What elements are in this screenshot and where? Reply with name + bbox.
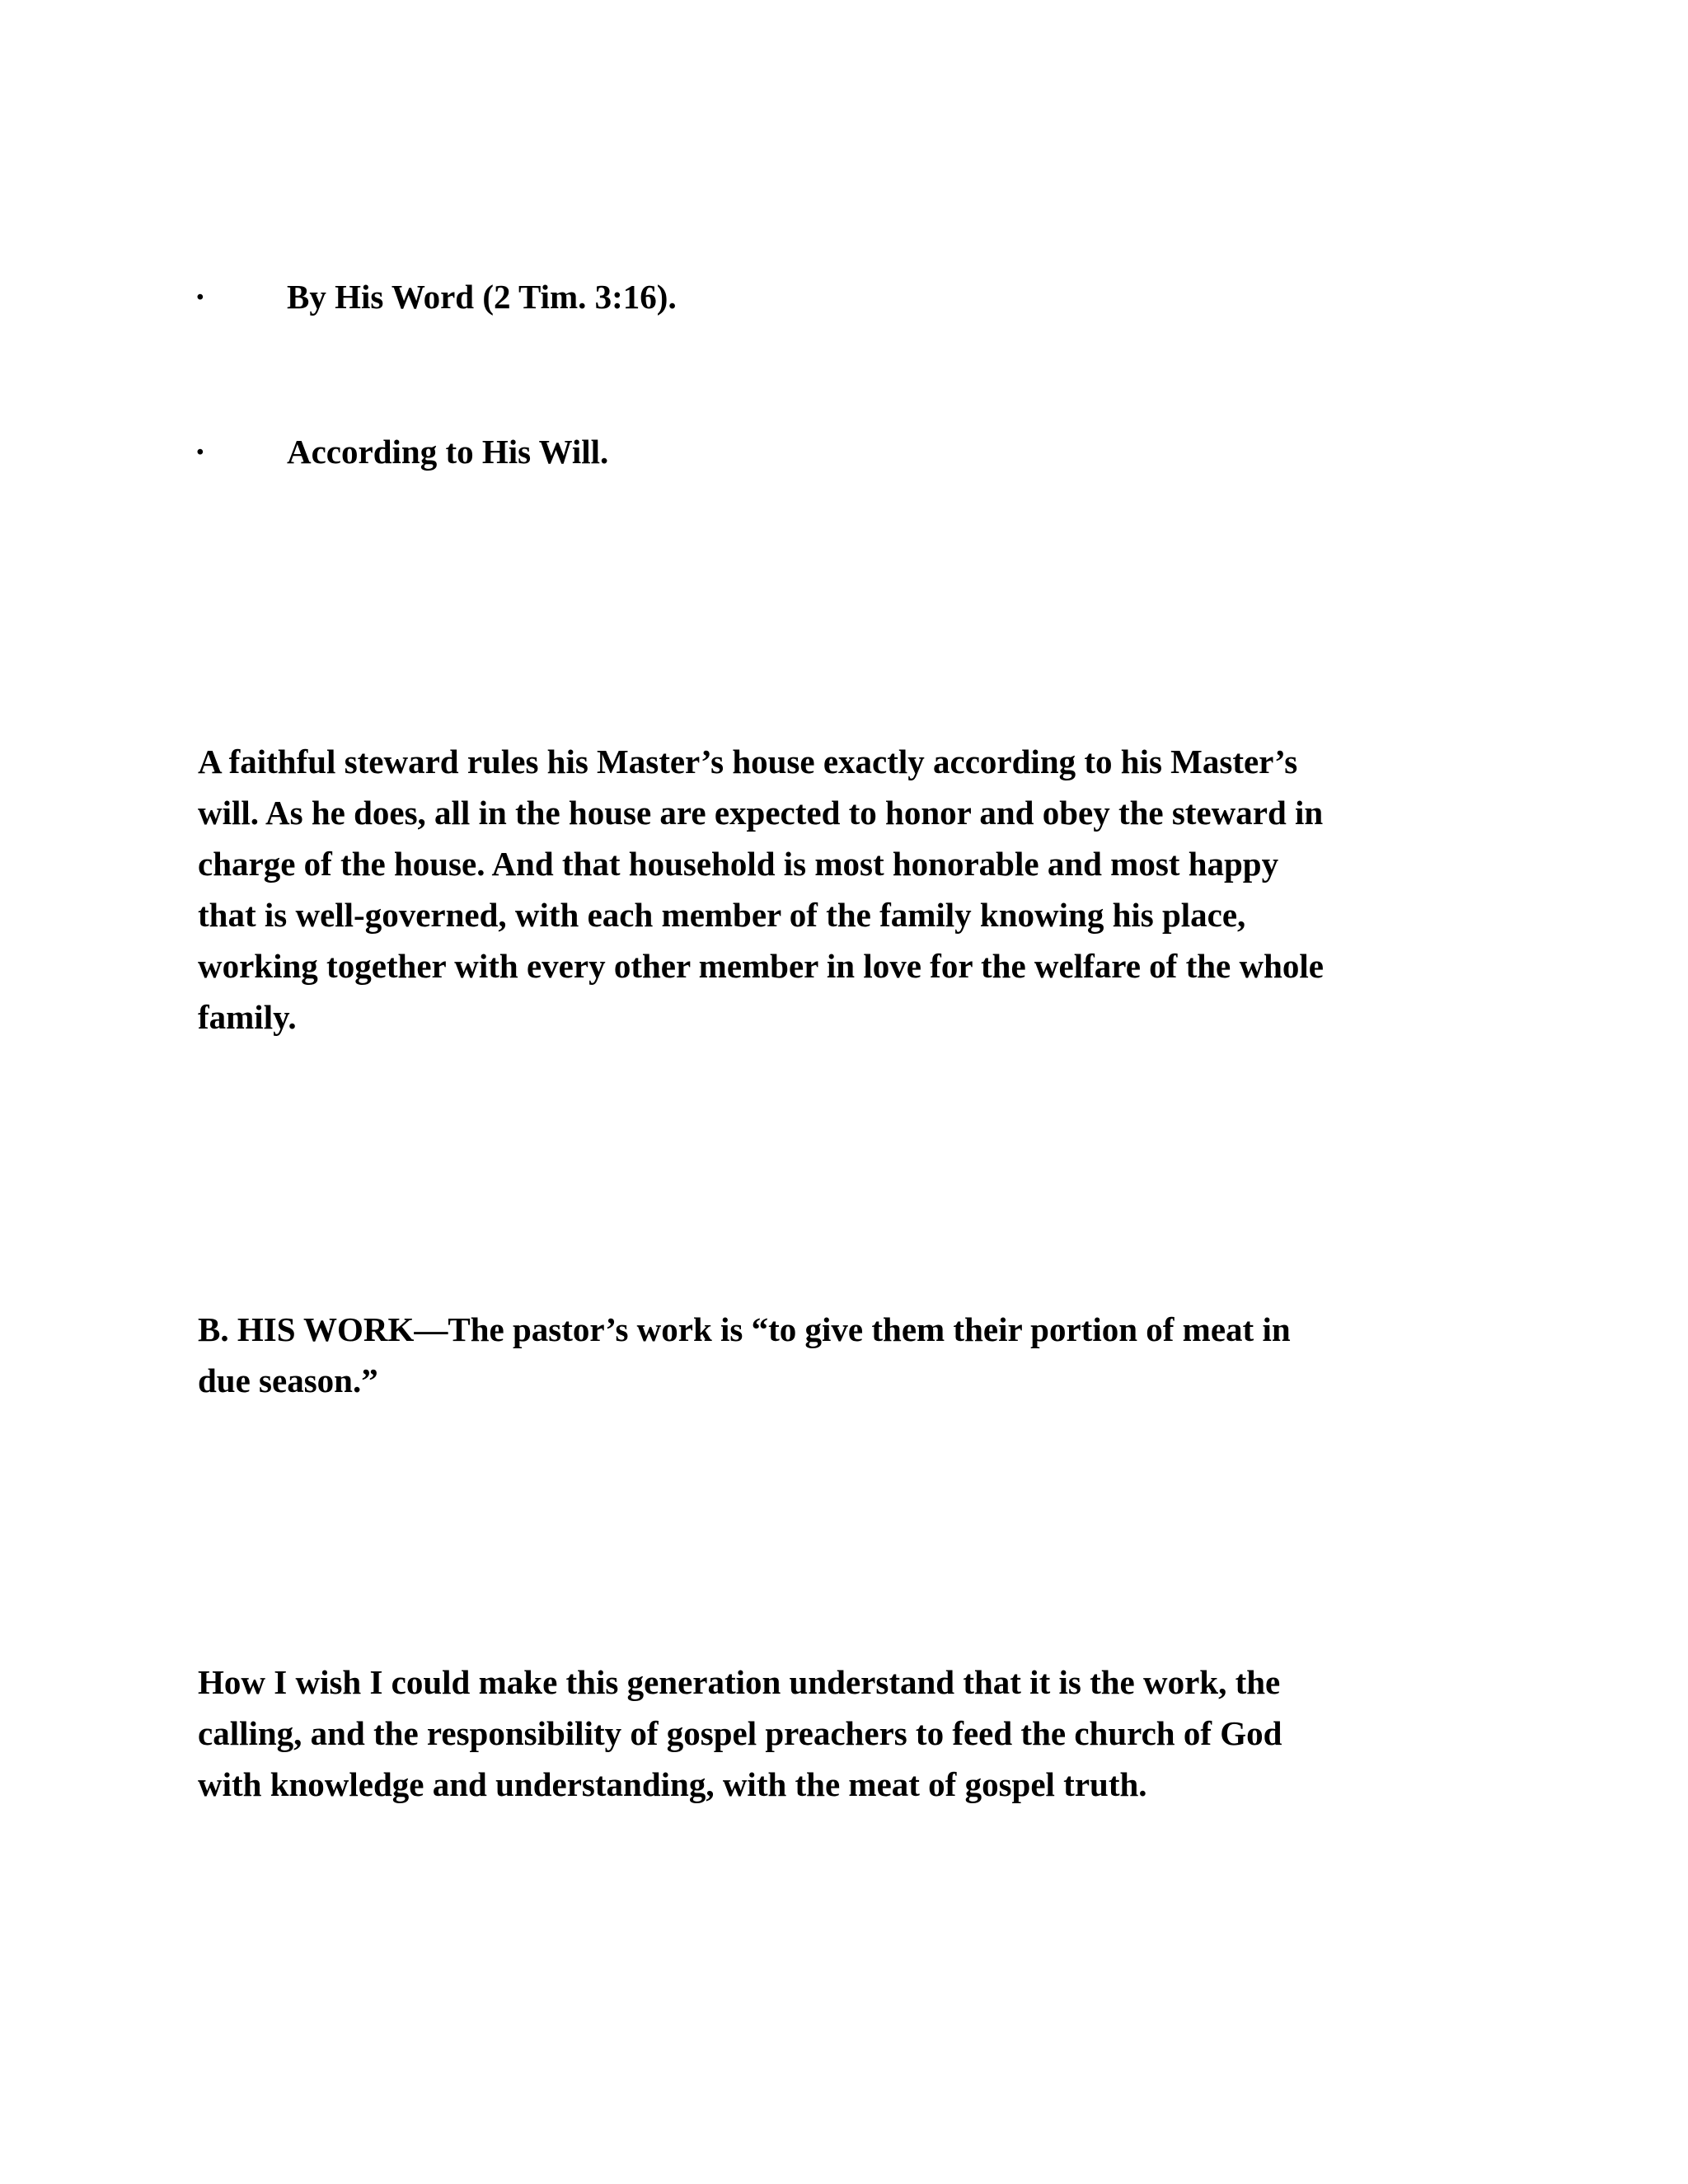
paragraph-line: working together with every other member in love for the welfare of the whole [198,947,1324,985]
paragraph-line: with knowledge and understanding, with the meat of gospel truth. [198,1765,1147,1803]
paragraph-faithful-steward [198,736,1500,1043]
paragraph-line: How I wish I could make this generation understand that it is the work, the [198,1663,1281,1701]
paragraph-line: that is well-governed, with each member of the family knowing his place, [198,896,1246,934]
bullet-text: According to His Will. [287,433,609,471]
bullet-marker: · [195,433,206,471]
section-heading-his-work [198,1304,1500,1406]
paragraph-line: calling, and the responsibility of gospel preachers to feed the church of God [198,1714,1282,1752]
paragraph-line: B. HIS WORK—The pastor’s work is “to give them their portion of meat in [198,1310,1291,1348]
paragraph-line: A faithful steward rules his Master’s house exactly according to his Master’s [198,743,1298,780]
bullet-marker: · [195,278,206,316]
paragraph-line: charge of the house. And that household is most honorable and most happy [198,845,1279,883]
bullet-item-will [195,430,608,473]
paragraph-line: will. As he does, all in the house are expected to honor and obey the steward in [198,794,1324,832]
paragraph-gospel-preachers [198,1657,1500,1810]
bullet-text: By His Word (2 Tim. 3:16). [287,278,677,316]
bullet-item-word [195,275,677,318]
paragraph-line: due season.” [198,1361,378,1399]
paragraph-line: family. [198,998,297,1036]
